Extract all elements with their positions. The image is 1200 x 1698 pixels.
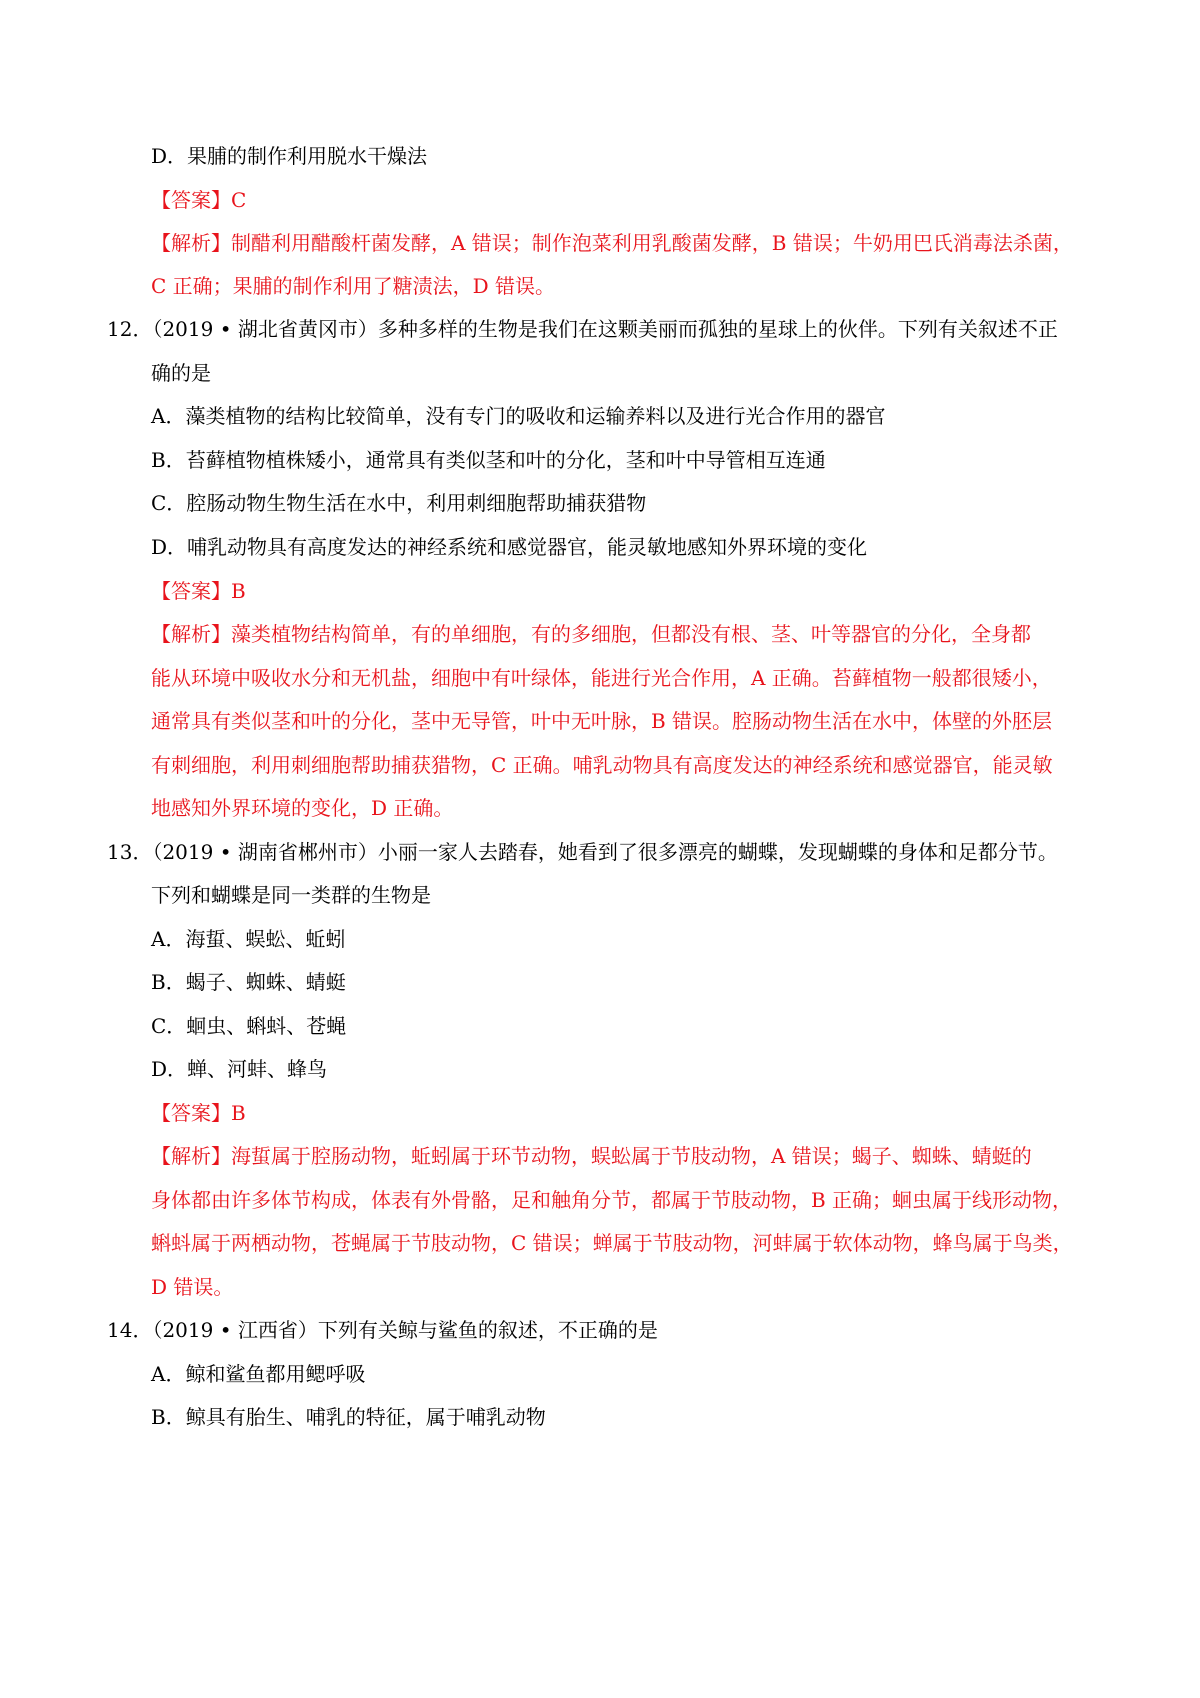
q12-stem-line-1: 12．（2019 • 湖北省黄冈市）多种多样的生物是我们在这颗美丽而孤独的星球上的伙伴。下列有关叙述不正 — [107, 317, 1058, 341]
q12-analysis-line-5: 地感知外界环境的变化，D 正确。 — [151, 796, 454, 820]
q11-option-d: D．果脯的制作利用脱水干燥法 — [151, 144, 428, 168]
q13-option-a: A．海蜇、蜈蚣、蚯蚓 — [151, 927, 346, 951]
q13-analysis-line-2: 身体都由许多体节构成，体表有外骨骼，足和触角分节，都属于节肢动物，B 正确；蛔虫属于线形动物， — [151, 1188, 1073, 1212]
q12-option-d: D．哺乳动物具有高度发达的神经系统和感觉器官，能灵敏地感知外界环境的变化 — [151, 535, 868, 559]
q14-option-a: A．鲸和鲨鱼都用鳃呼吸 — [151, 1362, 366, 1386]
q11-analysis-line-2: C 正确；果脯的制作利用了糖渍法，D 错误。 — [151, 274, 556, 298]
q13-option-d: D．蝉、河蚌、蜂鸟 — [151, 1057, 328, 1081]
q13-option-b: B．蝎子、蜘蛛、蜻蜓 — [151, 970, 346, 994]
q13-analysis-line-1: 【解析】海蜇属于腔肠动物，蚯蚓属于环节动物，蜈蚣属于节肢动物，A 错误；蝎子、蜘蛛、蜻蜓的 — [151, 1144, 1032, 1168]
q13-analysis-line-3: 蝌蚪属于两栖动物，苍蝇属于节肢动物，C 错误；蝉属于节肢动物，河蚌属于软体动物，蜂鸟属于鸟类， — [151, 1231, 1073, 1255]
q14-stem-line-1: 14．（2019 • 江西省）下列有关鲸与鲨鱼的叙述，不正确的是 — [107, 1318, 658, 1342]
q13-analysis-line-4: D 错误。 — [151, 1275, 234, 1299]
q12-analysis-line-3: 通常具有类似茎和叶的分化，茎中无导管，叶中无叶脉，B 错误。腔肠动物生活在水中，体壁的外胚层 — [151, 709, 1053, 733]
q12-analysis-line-4: 有刺细胞，利用刺细胞帮助捕获猎物，C 正确。哺乳动物具有高度发达的神经系统和感觉器官，能灵敏 — [151, 753, 1053, 777]
q12-option-b: B．苔藓植物植株矮小，通常具有类似茎和叶的分化，茎和叶中导管相互连通 — [151, 448, 826, 472]
q12-analysis-line-2: 能从环境中吸收水分和无机盐，细胞中有叶绿体，能进行光合作用，A 正确。苔藓植物一般都很矮小， — [151, 666, 1052, 690]
q12-stem-line-2: 确的是 — [151, 361, 211, 385]
q13-stem-line-1: 13．（2019 • 湖南省郴州市）小丽一家人去踏春，她看到了很多漂亮的蝴蝶，发现蝴蝶的身体和足都分节。 — [107, 840, 1058, 864]
q12-option-c: C．腔肠动物生物生活在水中，利用刺细胞帮助捕获猎物 — [151, 491, 647, 515]
q13-answer: 【答案】B — [151, 1101, 246, 1125]
q11-answer: 【答案】C — [151, 188, 247, 212]
q11-analysis-line-1: 【解析】制醋利用醋酸杆菌发酵，A 错误；制作泡菜利用乳酸菌发酵，B 错误；牛奶用巴氏消毒法杀菌， — [151, 231, 1073, 255]
q13-option-c: C．蛔虫、蝌蚪、苍蝇 — [151, 1014, 347, 1038]
q14-option-b: B．鲸具有胎生、哺乳的特征，属于哺乳动物 — [151, 1405, 546, 1429]
q12-answer: 【答案】B — [151, 579, 246, 603]
q13-stem-line-2: 下列和蝴蝶是同一类群的生物是 — [151, 883, 431, 907]
q12-analysis-line-1: 【解析】藻类植物结构简单，有的单细胞，有的多细胞，但都没有根、茎、叶等器官的分化，全身都 — [151, 622, 1031, 646]
q12-option-a: A．藻类植物的结构比较简单，没有专门的吸收和运输养料以及进行光合作用的器官 — [151, 404, 886, 428]
